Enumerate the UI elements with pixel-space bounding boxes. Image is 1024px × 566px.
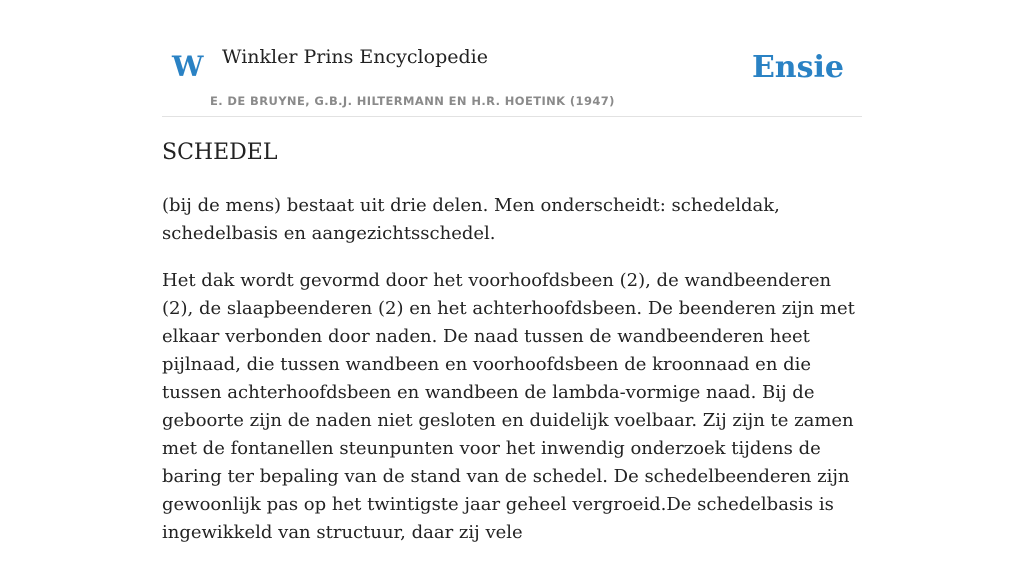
article-body xyxy=(162,192,864,566)
ensie-brand-link[interactable]: Ensie xyxy=(751,50,844,85)
winkler-prins-logo[interactable]: W xyxy=(172,50,204,83)
article-title: SCHEDEL xyxy=(162,140,278,165)
site-title[interactable]: Winkler Prins Encyclopedie xyxy=(222,46,488,68)
authors-subtitle: E. DE BRUYNE, G.B.J. HILTERMANN EN H.R. HOETINK (1947) xyxy=(210,94,615,108)
article-paragraph: (bij de mens) bestaat uit drie delen. Men onderscheidt: schedeldak, schedelbasis en aangezichtsschedel. xyxy=(162,195,780,244)
header xyxy=(162,36,862,117)
article-paragraph: Het dak wordt gevormd door het voorhoofdsbeen (2), de wandbeenderen (2), de slaapbeenderen (2) en het achterhoofdsbeen. De beenderen zijn met elkaar verbonden door naden. De naad tussen de wandbeenderen heet pijlnaad, die tussen wandbeen en voorhoofdsbeen de kroonnaad en die tussen achterhoofdsbeen en wandbeen de lambda-vormige naad. Bij de geboorte zijn de naden niet gesloten en duidelijk voelbaar. Zij zijn te zamen met de fontanellen steunpunten voor het inwendig onderzoek tijdens de baring ter bepaling van de stand van de schedel. De schedelbeenderen zijn gewoonlijk pas op het twintigste jaar geheel vergroeid.De schedelbasis is ingewikkeld van structuur, daar zij vele xyxy=(162,270,855,543)
